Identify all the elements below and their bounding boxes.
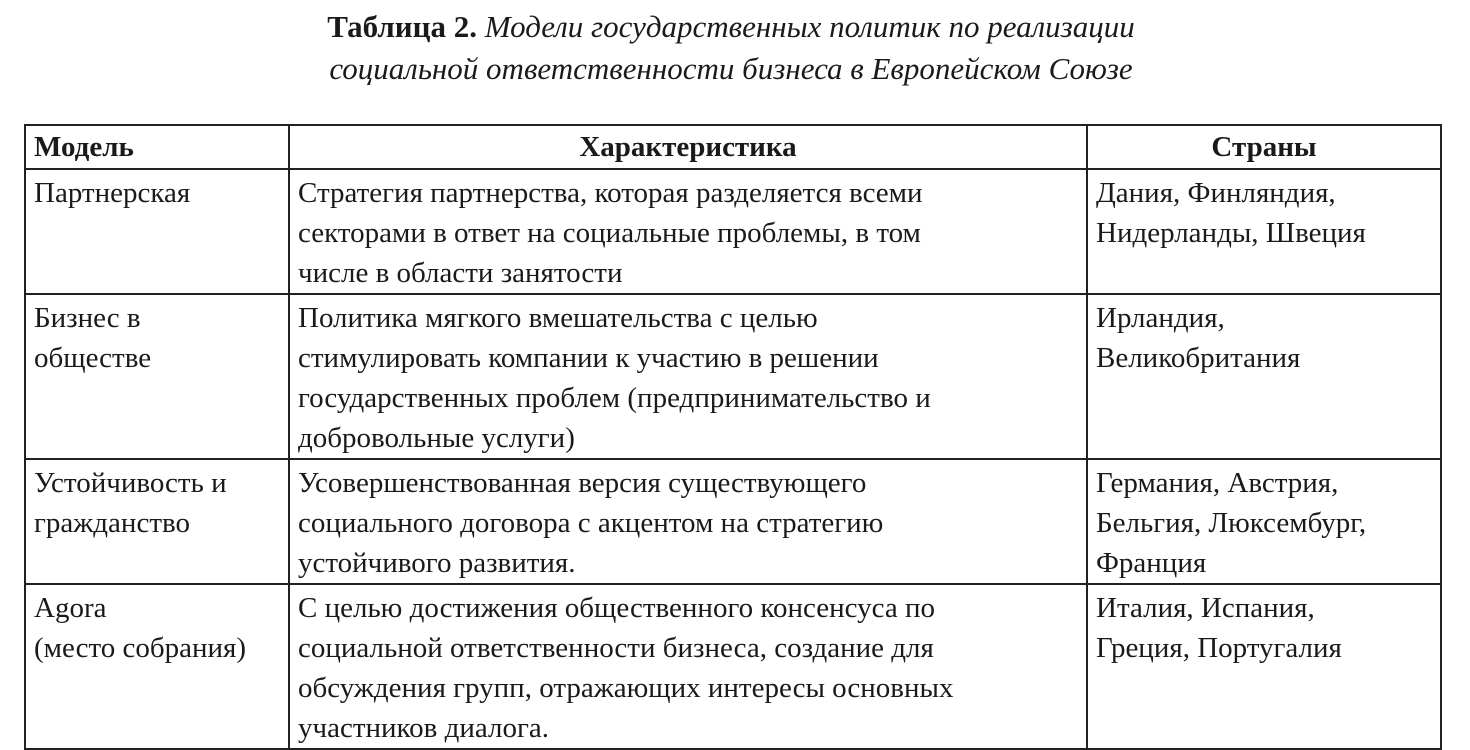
cell-characteristic [289,459,1087,584]
cell-countries [1087,294,1441,459]
cell-countries [1087,584,1441,749]
cell-countries-line: Италия, Испания, [1096,592,1315,624]
cell-characteristic-line: стимулировать компании к участию в решении [298,342,879,374]
cell-countries [1087,459,1441,584]
caption-title-line-1: Модели государственных политик по реализации [484,9,1135,44]
cell-countries-line: Дания, Финляндия, [1096,177,1336,209]
cell-model-line: гражданство [34,507,190,539]
cell-model [25,584,289,749]
cell-characteristic-line: числе в области занятости [298,257,623,289]
cell-characteristic [289,584,1087,749]
cell-characteristic-line: государственных проблем (предпринимательство и [298,382,931,414]
table-body [25,169,1441,749]
cell-model [25,459,289,584]
cell-characteristic-line: С целью достижения общественного консенсуса по [298,592,935,624]
cell-characteristic-line: секторами в ответ на социальные проблемы, в том [298,217,921,249]
cell-countries-line: Германия, Австрия, [1096,467,1339,499]
cell-model-line: обществе [34,342,152,374]
cell-characteristic-line: участников диалога. [298,712,549,744]
cell-countries-line: Ирландия, [1096,302,1225,334]
table-row [25,459,1441,584]
cell-model-line: Agora [34,592,107,624]
header-characteristic: Характеристика [289,125,1087,169]
cell-characteristic-line: социального договора с акцентом на стратегию [298,507,884,539]
cell-characteristic-line: Политика мягкого вмешательства с целью [298,302,818,334]
table-row [25,584,1441,749]
header-model: Модель [25,125,289,169]
cell-model-line: Партнерская [34,177,191,209]
cell-model-line: (место собрания) [34,632,247,664]
table-row [25,294,1441,459]
cell-countries [1087,169,1441,294]
cell-countries-line: Греция, Португалия [1096,632,1342,664]
cell-countries-line: Бельгия, Люксембург, [1096,507,1367,539]
cell-countries-line: Великобритания [1096,342,1301,374]
table-row [25,169,1441,294]
cell-characteristic [289,169,1087,294]
cell-characteristic-line: устойчивого развития. [298,547,576,579]
cell-characteristic-line: Стратегия партнерства, которая разделяется всеми [298,177,923,209]
cell-characteristic-line: социальной ответственности бизнеса, создание для [298,632,934,664]
policy-models-table [24,124,1442,750]
cell-countries-line: Нидерланды, Швеция [1096,217,1366,249]
caption-label: Таблица 2. [327,9,477,44]
cell-model-line: Бизнес в [34,302,141,334]
header-countries: Страны [1087,125,1441,169]
cell-characteristic-line: добровольные услуги) [298,422,575,454]
caption-title-line-2: социальной ответственности бизнеса в Европейском Союзе [329,51,1133,86]
cell-characteristic-line: Усовершенствованная версия существующего [298,467,867,499]
cell-model [25,294,289,459]
cell-model [25,169,289,294]
table-caption [0,6,1462,90]
cell-characteristic-line: обсуждения групп, отражающих интересы основных [298,672,954,704]
cell-countries-line: Франция [1096,547,1207,579]
table-header-row [25,125,1441,169]
caption-line-1 [0,6,1462,48]
cell-characteristic [289,294,1087,459]
cell-model-line: Устойчивость и [34,467,227,499]
